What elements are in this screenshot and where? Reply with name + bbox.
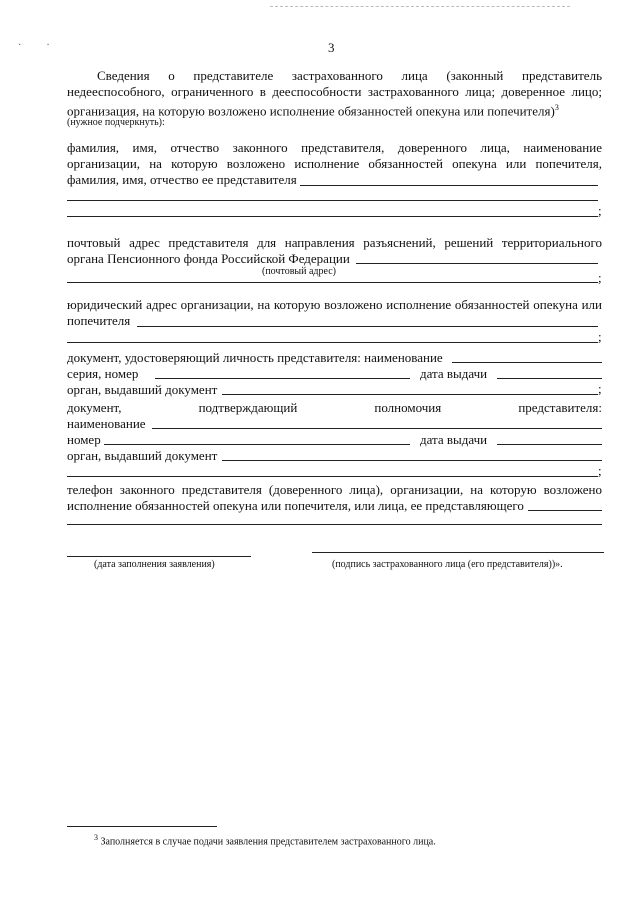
top-scan-rule [270,6,570,7]
name-block-line-1: фамилия, имя, отчество законного представителя, доверенного лица, наименование [67,140,602,155]
name-block-line-2: организации, на которую возложено исполнение обязанностей опекуна или попечителя, [67,156,602,171]
id-doc-date-label: дата выдачи [420,366,488,381]
auth-doc-name-field[interactable] [152,428,602,429]
auth-doc-issuer-field-1[interactable] [222,460,602,461]
auth-doc-issuer-label: орган, выдавший документ [67,448,218,463]
auth-doc-date-field[interactable] [497,444,602,445]
rep-heading-line-1: Сведения о представителе застрахованного лица (законный представитель [97,68,602,83]
underline-note: (нужное подчеркнуть): [67,117,165,128]
footnote [94,832,436,848]
id-doc-terminator: ; [598,381,602,396]
signature-line[interactable] [312,552,604,553]
name-field-line-3[interactable] [67,216,598,217]
legal-line-1: юридический адрес организации, на которую возложено исполнение обязанностей опекуна или [67,297,602,312]
footnote-text: Заполняется в случае подачи заявления представителем застрахованного лица. [100,836,436,848]
postal-field-line-1[interactable] [356,263,598,264]
auth-doc-title: документ, подтверждающий полномочия представителя: [67,400,602,415]
footnote-separator [67,826,217,827]
date-caption: (дата заполнения заявления) [94,559,215,570]
legal-field-line-2[interactable] [67,342,598,343]
legal-terminator: ; [598,329,602,344]
auth-doc-number-label: номер [67,432,101,447]
id-doc-issuer-label: орган, выдавший документ [67,382,218,397]
id-doc-date-field[interactable] [497,378,602,379]
phone-field-line-2[interactable] [67,524,602,525]
phone-line-2: исполнение обязанностей опекуна или попечителя, или лица, ее представляющего [67,498,524,513]
footnote-mark: 3 [94,833,98,842]
auth-doc-issuer-field-2[interactable] [67,476,598,477]
legal-line-2: попечителя [67,313,131,328]
id-doc-title: документ, удостоверяющий личность представителя: наименование [67,350,443,365]
date-signature-line[interactable] [67,556,251,557]
rep-heading-line-2: недееспособного, ограниченного в дееспособности застрахованного лица; доверенное лицо; [67,84,602,99]
signature-caption: (подпись застрахованного лица (его представителя))». [332,559,563,570]
phone-line-1: телефон законного представителя (доверенного лица), организации, на которую возложено [67,482,602,497]
name-terminator: ; [598,203,602,218]
phone-field-line-1[interactable] [528,510,602,511]
postal-line-1: почтовый адрес представителя для направления разъяснений, решений территориального [67,235,602,250]
id-doc-issuer-field[interactable] [222,394,598,395]
auth-doc-terminator: ; [598,463,602,478]
postal-field-line-2[interactable] [67,282,598,283]
id-doc-series-field[interactable] [155,378,410,379]
name-block-line-3: фамилия, имя, отчество ее представителя [67,172,297,187]
postal-line-2: органа Пенсионного фонда Российской Федерации [67,251,350,266]
auth-doc-date-label: дата выдачи [420,432,488,447]
name-field-line-1[interactable] [300,185,598,186]
footnote-ref: 3 [554,103,559,112]
page-number: 3 [328,40,335,55]
rep-heading-line-3: организация, на которую возложено исполнение обязанностей опекуна или попечителя)$^3$ [67,103,559,119]
auth-doc-name-label: наименование [67,416,146,431]
legal-field-line-1[interactable] [137,326,598,327]
id-doc-name-field[interactable] [452,362,602,363]
auth-doc-number-field[interactable] [104,444,410,445]
id-doc-series-label: серия, номер [67,366,139,381]
name-field-line-2[interactable] [67,200,598,201]
postal-caption: (почтовый адрес) [262,266,336,277]
postal-terminator: ; [598,270,602,285]
scan-mark: · · [18,40,50,51]
